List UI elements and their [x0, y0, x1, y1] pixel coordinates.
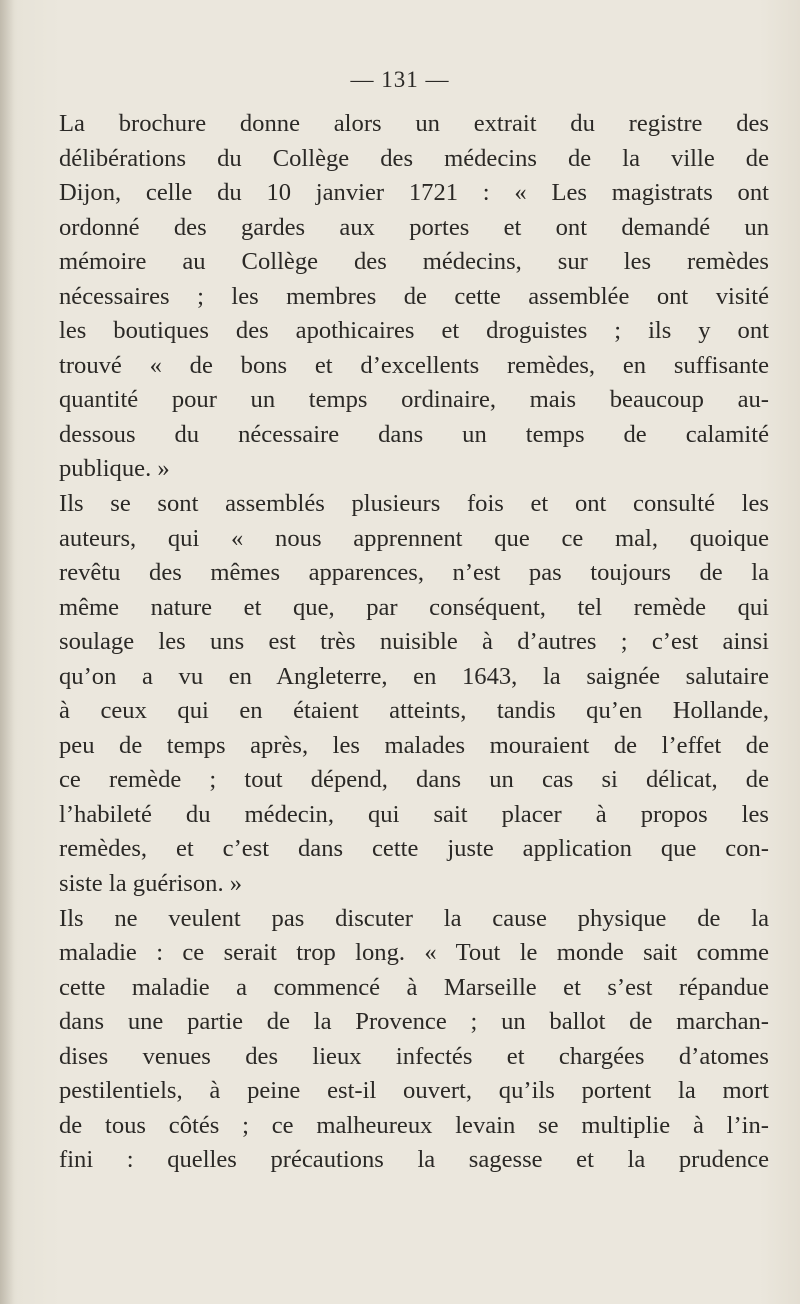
text-line: cette maladie a commencé à Marseille et s’est répandue [59, 973, 769, 1001]
text-line: revêtu des mêmes apparences, n’est pas toujours de la [59, 559, 769, 587]
text-line: remèdes, et c’est dans cette juste application que con- [59, 835, 769, 863]
text-line: auteurs, qui « nous apprennent que ce mal, quoique [59, 524, 769, 552]
paragraph-1 [57, 107, 769, 487]
text-line: de tous côtés ; ce malheureux levain se multiplie à l’in- [59, 1111, 769, 1139]
text-line: les boutiques des apothicaires et droguistes ; ils y ont [59, 317, 769, 345]
text-line: dises venues des lieux infectés et chargées d’atomes [59, 1042, 769, 1070]
text-line: quantité pour un temps ordinaire, mais beaucoup au- [59, 386, 769, 414]
text-line: peu de temps après, les malades mouraient de l’effet de [59, 731, 769, 759]
text-line: ce remède ; tout dépend, dans un cas si délicat, de [59, 766, 769, 794]
text-line: maladie : ce serait trop long. « Tout le monde sait comme [59, 939, 769, 967]
text-line: fini : quelles précautions la sagesse et la prudence [59, 1146, 769, 1174]
text-line: qu’on a vu en Angleterre, en 1643, la saignée salutaire [59, 662, 769, 690]
text-line: La brochure donne alors un extrait du registre des [59, 110, 769, 137]
text-line: ordonné des gardes aux portes et ont demandé un [59, 213, 769, 241]
text-line: trouvé « de bons et d’excellents remèdes, en suffisante [59, 351, 769, 379]
text-line: dans une partie de la Provence ; un ballot de marchan- [59, 1008, 769, 1036]
text-line: siste la guérison. » [59, 870, 243, 898]
text-line: Dijon, celle du 10 janvier 1721 : « Les magistrats ont [59, 179, 769, 207]
text-line: nécessaires ; les membres de cette assemblée ont visité [59, 282, 769, 310]
text-line: Ils se sont assemblés plusieurs fois et ont consulté les [59, 490, 769, 518]
text-line: dessous du nécessaire dans un temps de calamité [59, 420, 769, 448]
text-line: mémoire au Collège des médecins, sur les remèdes [59, 248, 769, 276]
paragraph-2 [57, 487, 769, 902]
paragraph-3 [57, 902, 769, 1178]
text-line: publique. » [59, 455, 170, 483]
body-text [57, 107, 769, 1178]
text-line: à ceux qui en étaient atteints, tandis qu’en Hollande, [59, 697, 769, 725]
text-line: pestilentiels, à peine est-il ouvert, qu’ils portent la mort [59, 1077, 769, 1105]
page-number: — 131 — [350, 67, 450, 92]
text-line: Ils ne veulent pas discuter la cause physique de la [59, 904, 769, 932]
text-line: soulage les uns est très nuisible à d’autres ; c’est ainsi [59, 628, 769, 656]
text-line: l’habileté du médecin, qui sait placer à propos les [59, 800, 769, 828]
binding-shadow [0, 0, 14, 1304]
text-line: même nature et que, par conséquent, tel remède qui [59, 593, 769, 621]
text-line: délibérations du Collège des médecins de la ville de [59, 144, 769, 172]
